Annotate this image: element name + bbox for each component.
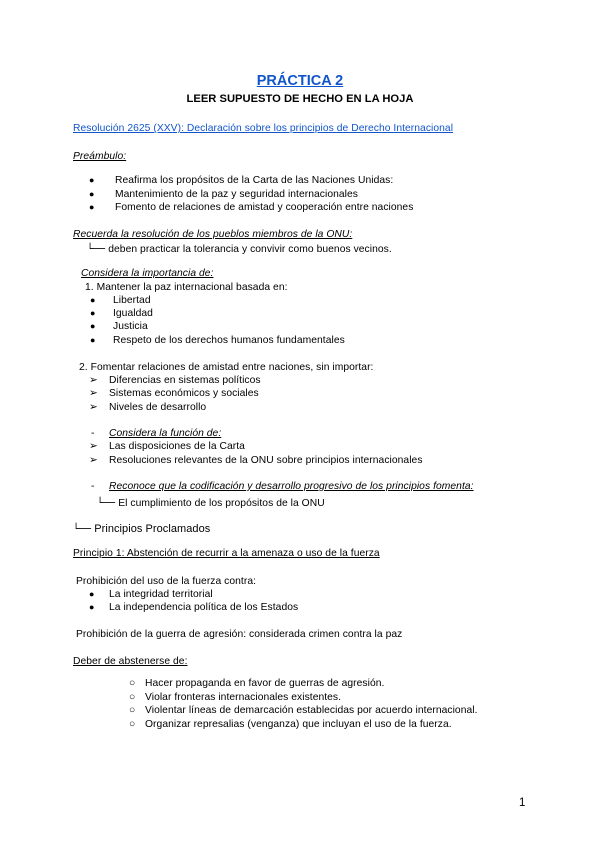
arrow-bullet-icon: ➢ bbox=[89, 374, 98, 386]
tree-branch-icon: └── bbox=[97, 498, 119, 509]
list-item: Justicia bbox=[113, 321, 148, 332]
circle-bullet-icon: ○ bbox=[129, 719, 136, 730]
bullet-icon: ● bbox=[90, 335, 96, 345]
arrow-bullet-icon: ➢ bbox=[89, 401, 98, 413]
reconoce-heading: Reconoce que la codificación y desarrollo progresivo de los principios fomenta: bbox=[109, 481, 474, 492]
principios-line bbox=[73, 519, 210, 537]
arrow-bullet-icon: ➢ bbox=[89, 387, 98, 399]
circle-bullet-icon: ○ bbox=[129, 692, 136, 703]
list-item: Libertad bbox=[113, 295, 151, 306]
bullet-icon: ● bbox=[90, 321, 96, 331]
resolution-link[interactable]: Resolución 2625 (XXV): Declaración sobre los principios de Derecho Internacional bbox=[73, 123, 454, 134]
list-item: Resoluciones relevantes de la ONU sobre principios internacionales bbox=[109, 455, 423, 466]
arrow-bullet-icon: ➢ bbox=[89, 440, 98, 452]
list-item: Mantenimiento de la paz y seguridad internacionales bbox=[115, 189, 358, 200]
list-item: Hacer propaganda en favor de guerras de agresión. bbox=[145, 678, 385, 689]
page-title: PRÁCTICA 2 bbox=[256, 73, 344, 89]
bullet-icon: ● bbox=[89, 202, 95, 212]
importancia-point-1: 1. Mantener la paz internacional basada en: bbox=[85, 282, 288, 293]
principio-1-heading: Principio 1: Abstención de recurrir a la amenaza o uso de la fuerza bbox=[73, 548, 380, 559]
dash-marker: - bbox=[91, 428, 95, 439]
bullet-icon: ● bbox=[90, 308, 96, 318]
reconoce-line bbox=[97, 493, 325, 511]
prohibicion-guerra: Prohibición de la guerra de agresión: considerada crimen contra la paz bbox=[76, 629, 403, 640]
arrow-bullet-icon: ➢ bbox=[89, 454, 98, 466]
funcion-heading: Considera la función de: bbox=[109, 428, 222, 439]
page-subtitle: LEER SUPUESTO DE HECHO EN LA HOJA bbox=[186, 93, 414, 105]
list-item: Violentar líneas de demarcación establecidas por acuerdo internacional. bbox=[145, 705, 478, 716]
circle-bullet-icon: ○ bbox=[129, 678, 136, 689]
reconoce-text: El cumplimiento de los propósitos de la ONU bbox=[118, 498, 325, 509]
dash-marker: - bbox=[91, 481, 95, 492]
recuerda-line bbox=[87, 239, 392, 257]
recuerda-heading: Recuerda la resolución de los pueblos miembros de la ONU: bbox=[73, 229, 353, 240]
list-item: Igualdad bbox=[113, 308, 153, 319]
importancia-point-2: 2. Fomentar relaciones de amistad entre naciones, sin importar: bbox=[79, 362, 374, 373]
list-item: Fomento de relaciones de amistad y cooperación entre naciones bbox=[115, 202, 414, 213]
bullet-icon: ● bbox=[90, 295, 96, 305]
list-item: Sistemas económicos y sociales bbox=[109, 388, 259, 399]
principios-text: Principios Proclamados bbox=[94, 523, 211, 535]
list-item: Niveles de desarrollo bbox=[109, 402, 207, 413]
importancia-heading: Considera la importancia de: bbox=[81, 268, 214, 279]
list-item: Respeto de los derechos humanos fundamentales bbox=[113, 335, 345, 346]
circle-bullet-icon: ○ bbox=[129, 705, 136, 716]
tree-branch-icon: └── bbox=[73, 524, 95, 535]
preamble-heading: Preámbulo: bbox=[73, 151, 127, 162]
bullet-icon: ● bbox=[89, 175, 95, 185]
bullet-icon: ● bbox=[89, 589, 95, 599]
list-item: Las disposiciones de la Carta bbox=[109, 441, 245, 452]
list-item: Diferencias en sistemas políticos bbox=[109, 375, 261, 386]
recuerda-text: deben practicar la tolerancia y convivir como buenos vecinos. bbox=[108, 244, 392, 255]
prohibicion-fuerza: Prohibición del uso de la fuerza contra: bbox=[76, 576, 257, 587]
page-number: 1 bbox=[519, 797, 526, 809]
tree-branch-icon: └── bbox=[87, 244, 109, 255]
list-item: La integridad territorial bbox=[109, 589, 213, 600]
bullet-icon: ● bbox=[89, 602, 95, 612]
deber-heading: Deber de abstenerse de: bbox=[73, 656, 188, 667]
list-item: Reafirma los propósitos de la Carta de las Naciones Unidas: bbox=[115, 175, 394, 186]
list-item: Violar fronteras internacionales existentes. bbox=[145, 692, 342, 703]
list-item: Organizar represalias (venganza) que incluyan el uso de la fuerza. bbox=[145, 719, 452, 730]
bullet-icon: ● bbox=[89, 189, 95, 199]
list-item: La independencia política de los Estados bbox=[109, 602, 299, 613]
